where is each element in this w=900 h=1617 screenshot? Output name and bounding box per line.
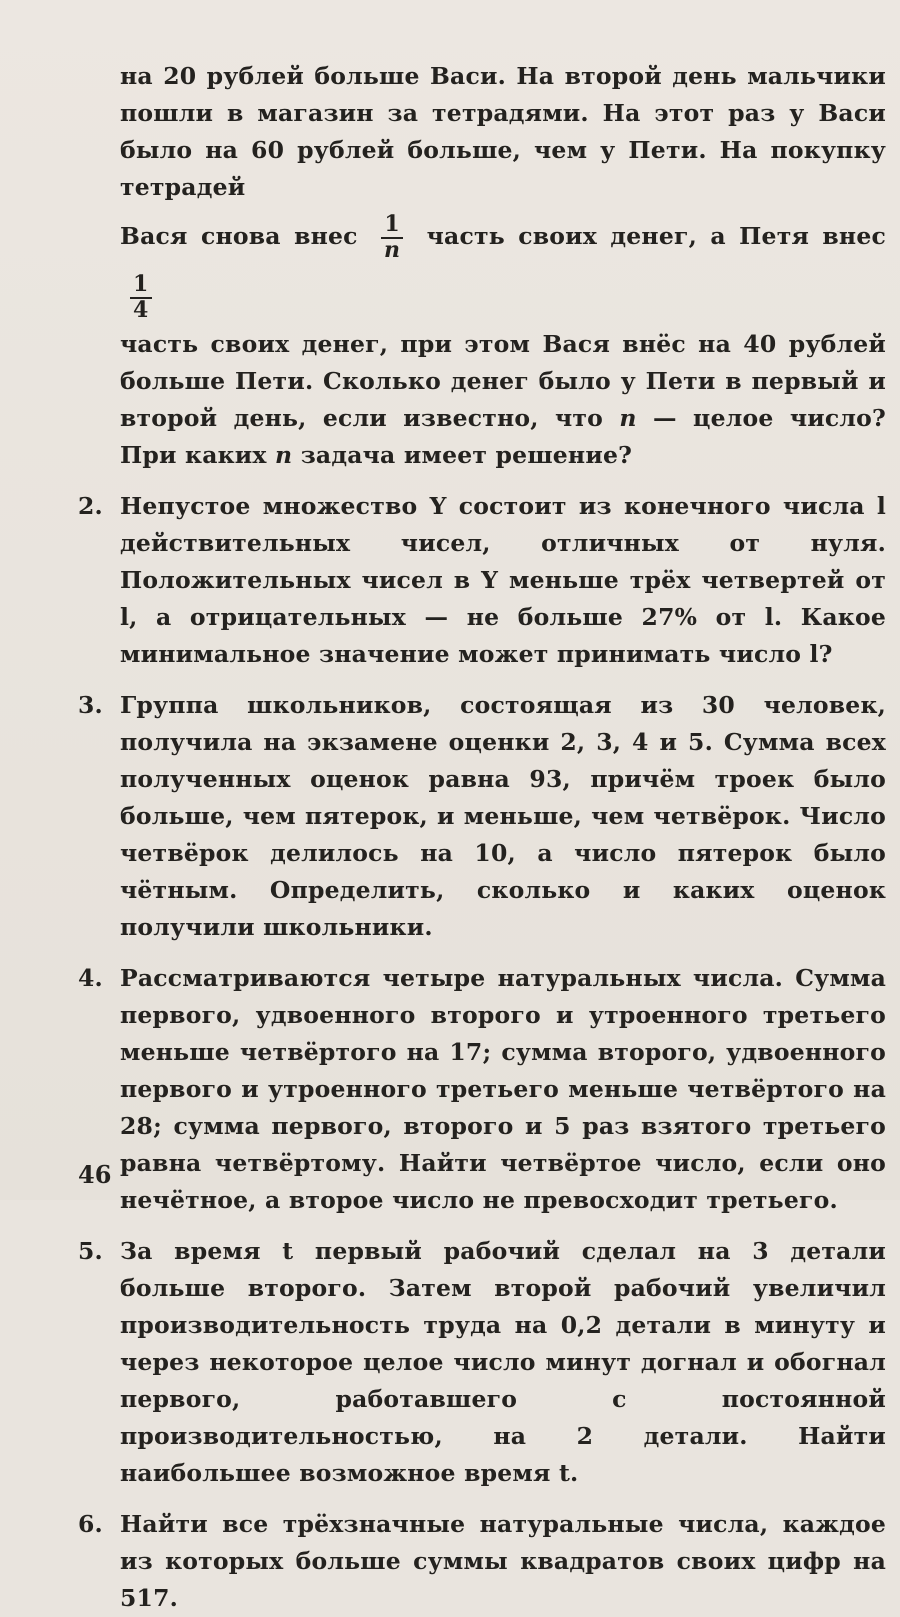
fraction-line-prefix: Вася снова внес: [120, 222, 358, 250]
problem-6: [78, 1506, 886, 1617]
fraction-line-middle: часть своих денег, а Петя внес: [426, 222, 886, 250]
problem-number: 4.: [78, 964, 103, 992]
problem-text: Непустое множество Y состоит из конечного числа l действительных чисел, отличных от нуля. Положительных чисел в Y меньше трёх четвертей от l, а отрицательных — не больше 27% от l. Какое минимальное значение может принимать число l?: [120, 492, 886, 668]
fraction-numerator: 1: [381, 213, 403, 238]
problem-2: [78, 488, 886, 673]
fraction-one-quarter: [130, 273, 152, 321]
intro-fraction-line: [78, 206, 886, 326]
intro-text-bottom: часть своих денег, при этом Вася внёс на 40 рублей больше Пети. Сколько денег было у Пети в первый и второй день, если известно, что n — целое число? При каких n задача имеет решение?: [120, 330, 886, 469]
problem-text: Группа школьников, состоящая из 30 человек, получила на экзамене оценки 2, 3, 4 и 5. Сумма всех полученных оценок равна 93, причём троек было больше, чем пятерок, и меньше, чем четвёрок. Число четвёрок делилось на 10, а число пятерок было чётным. Определить, сколько и каких оценок получили школьники.: [120, 691, 886, 941]
fraction-one-over-n: [381, 213, 403, 261]
problem-text: Рассматриваются четыре натуральных числа. Сумма первого, удвоенного второго и утроенного третьего меньше четвёртого на 17; сумма второго, удвоенного первого и утроенного третьего меньше четвёртого на 28; сумма первого, второго и 5 раз взятого третьего равна четвёртому. Найти четвёртое число, если оно нечётное, а второе число не превосходит третьего.: [120, 964, 886, 1214]
problem-number: 6.: [78, 1510, 103, 1538]
problem-text: За время t первый рабочий сделал на 3 детали больше второго. Затем второй рабочий увеличил производительность труда на 0,2 детали в минуту и через некоторое целое число минут догнал и обогнал первого, работавшего с постоянной производительностью, на 2 детали. Найти наибольшее возможное время t.: [120, 1237, 886, 1487]
intro-text-top: на 20 рублей больше Васи. На второй день мальчики пошли в магазин за тетрадями. На этот раз у Васи было на 60 рублей больше, чем у Пети. На покупку тетрадей: [120, 62, 886, 201]
problem-number: 2.: [78, 492, 103, 520]
text-column: [78, 58, 886, 1617]
fraction-numerator: 1: [130, 273, 152, 298]
page-number: 46: [78, 1160, 112, 1189]
fraction-denominator: n: [384, 236, 401, 263]
problem-number: 5.: [78, 1237, 103, 1265]
problem-3: [78, 687, 886, 946]
problem-text: Найти все трёхзначные натуральные числа, каждое из которых больше суммы квадратов своих цифр на 517.: [120, 1510, 886, 1612]
problem-5: [78, 1233, 886, 1492]
problem-4: [78, 960, 886, 1219]
fraction-denominator: 4: [133, 296, 149, 323]
problem-number: 3.: [78, 691, 103, 719]
